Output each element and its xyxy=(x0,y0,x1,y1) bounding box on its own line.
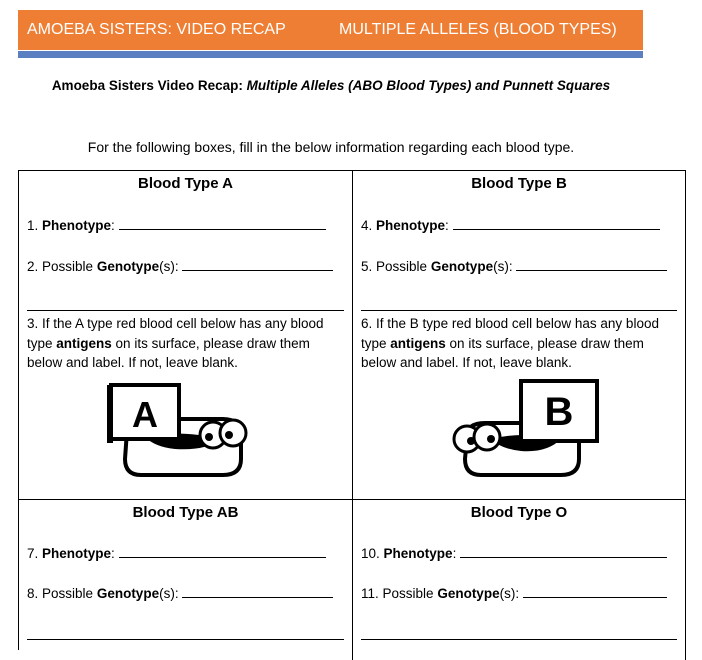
genotype-label: Genotype xyxy=(430,259,494,274)
genotype-post: (s): xyxy=(159,586,179,601)
antigens-label: antigens xyxy=(390,335,446,351)
genotype-field xyxy=(27,585,333,601)
genotype-pre: Possible xyxy=(376,259,431,274)
genotype-pre: Possible xyxy=(42,259,97,274)
red-blood-cell-a-illustration xyxy=(105,381,255,481)
genotype-answer-line[interactable] xyxy=(523,585,667,598)
box-heading: Blood Type AB xyxy=(132,504,239,521)
q-num: 6. xyxy=(361,316,373,331)
genotype-extra-line[interactable] xyxy=(361,639,677,640)
antigens-label: antigens xyxy=(56,335,112,351)
q-num: 8. xyxy=(27,586,39,601)
genotype-field xyxy=(361,258,667,274)
box-blood-type-o xyxy=(353,500,686,660)
genotype-label: Genotype xyxy=(96,586,160,601)
antigen-letter-b: B xyxy=(544,390,574,434)
phenotype-label: Phenotype xyxy=(42,546,112,561)
antigen-question xyxy=(361,314,675,373)
genotype-field xyxy=(361,585,667,601)
header-left-title: AMOEBA SISTERS: VIDEO RECAP xyxy=(27,21,286,38)
antigen-letter-a: A xyxy=(132,394,158,435)
phenotype-answer-line[interactable] xyxy=(119,217,326,230)
box-heading: Blood Type A xyxy=(138,175,233,192)
genotype-answer-line[interactable] xyxy=(182,585,333,598)
phenotype-answer-line[interactable] xyxy=(119,545,326,558)
genotype-post: (s): xyxy=(493,259,513,274)
genotype-label: Genotype xyxy=(437,586,500,601)
antigen-question xyxy=(27,314,342,373)
phenotype-answer-line[interactable] xyxy=(453,217,660,230)
genotype-extra-line[interactable] xyxy=(27,310,344,311)
phenotype-label: Phenotype xyxy=(383,546,453,561)
genotype-post: (s): xyxy=(499,586,520,601)
phenotype-answer-line[interactable] xyxy=(460,545,667,558)
phenotype-field: 4. Phenotype: xyxy=(361,217,660,233)
genotype-pre: Possible xyxy=(382,586,438,601)
q-num: 7. xyxy=(27,546,39,561)
q-num: 11. xyxy=(361,586,379,601)
blood-type-grid xyxy=(18,170,686,650)
header-bar xyxy=(18,10,643,50)
genotype-pre: Possible xyxy=(42,586,97,601)
instructions: For the following boxes, fill in the below information regarding each blood type. xyxy=(87,139,575,155)
document-title xyxy=(0,78,662,93)
genotype-post: (s): xyxy=(159,259,179,274)
box-heading: Blood Type O xyxy=(470,504,568,521)
box-heading: Blood Type B xyxy=(471,175,567,192)
q-num: 2. xyxy=(27,259,39,274)
genotype-extra-line[interactable] xyxy=(27,639,344,640)
header-divider xyxy=(18,51,643,58)
phenotype-label: Phenotype xyxy=(42,218,112,233)
q-num: 3. xyxy=(27,316,39,331)
q-post: on its surface, please draw them below and label. If not, leave blank. xyxy=(361,335,644,370)
genotype-field xyxy=(27,258,333,274)
title-italic: Multiple Alleles (ABO Blood Types) and Punnett Squares xyxy=(246,78,611,93)
red-blood-cell-b-illustration xyxy=(451,377,603,481)
q-pre: If the B type red blood cell below has any blood type xyxy=(361,316,659,351)
genotype-extra-line[interactable] xyxy=(361,310,677,311)
phenotype-label: Phenotype xyxy=(376,218,446,233)
genotype-answer-line[interactable] xyxy=(516,258,667,271)
phenotype-field: 10. Phenotype: xyxy=(361,545,667,561)
header-right-title: MULTIPLE ALLELES (BLOOD TYPES) xyxy=(339,21,617,38)
phenotype-field: 1. Phenotype: xyxy=(27,217,326,233)
q-pre: If the A type red blood cell below has any blood type xyxy=(27,316,324,351)
box-blood-type-a xyxy=(19,171,353,500)
q-num: 5. xyxy=(361,259,373,274)
q-num: 4. xyxy=(361,218,373,233)
genotype-answer-line[interactable] xyxy=(182,258,333,271)
genotype-label: Genotype xyxy=(96,259,160,274)
phenotype-field: 7. Phenotype: xyxy=(27,545,326,561)
q-num: 1. xyxy=(27,218,39,233)
title-prefix: Amoeba Sisters Video Recap: xyxy=(51,78,247,93)
q-post: on its surface, please draw them below and label. If not, leave blank. xyxy=(27,335,310,370)
box-blood-type-b xyxy=(353,171,686,500)
q-num: 10. xyxy=(361,546,380,561)
box-blood-type-ab xyxy=(19,500,353,660)
